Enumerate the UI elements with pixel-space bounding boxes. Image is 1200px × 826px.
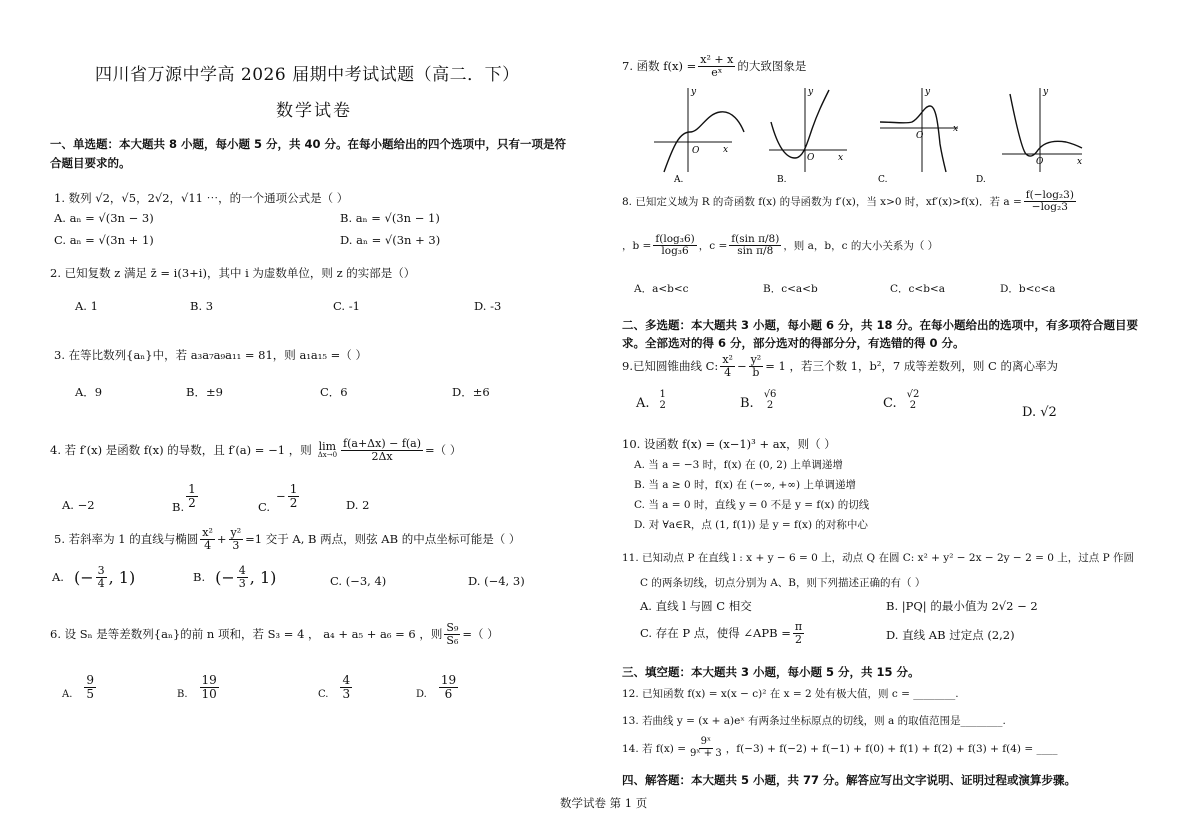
- q5-a-frac: [96, 565, 107, 589]
- q9-c-den: 2: [909, 399, 917, 411]
- q6-option-b: [177, 674, 221, 700]
- q6-b-num: 19: [201, 673, 217, 687]
- q8-a-frac: [1024, 190, 1076, 213]
- section4-heading: 四、解答题：本大题共 5 小题，共 77 分。解答应写出文字说明、证明过程或演算步骤。: [622, 773, 1077, 787]
- q14-stem-b: ，f(−3) + f(−2) + f(−1) + f(0) + f(1) + f(2) + f(3) + f(4) = ____: [725, 742, 1058, 755]
- q9-option-d: D. √2: [1022, 405, 1057, 420]
- q11-c-text: C. 存在 P 点，使得 ∠APB =: [640, 626, 791, 641]
- q4-c-num: 1: [289, 481, 298, 496]
- q9-b-frac: [762, 390, 779, 411]
- q8-option-d: D．b<c<a: [1000, 283, 1056, 295]
- q7-stem-b: 的大致图象是: [737, 59, 807, 74]
- q7-stem: [622, 54, 806, 78]
- q11-c-frac: [793, 621, 804, 645]
- q9-frac-2: [749, 354, 764, 378]
- q1-option-b: B. aₙ = √(3n − 1): [340, 211, 440, 225]
- q6-r-num: S₉: [446, 621, 459, 634]
- q4-c-frac: [288, 483, 300, 509]
- q10-option-d: D. 对 ∀a∈R，点 (1, f(1)) 是 y = f(x) 的对称中心: [634, 519, 868, 531]
- q5-b-post: , 1): [249, 567, 277, 587]
- q4-den: 2Δx: [371, 449, 393, 463]
- q6-c-label: C.: [318, 689, 329, 701]
- q13-stem: 13. 若曲线 y = (x + a)eˣ 有两条过坐标原点的切线，则 a 的取值范围是________.: [622, 715, 1006, 727]
- q9-a-den: 2: [659, 399, 666, 411]
- q7-a-x-label: x: [723, 145, 729, 155]
- section1-heading-line2: 合题目要求的。: [50, 156, 131, 170]
- q6-option-d: [416, 674, 460, 700]
- q10-option-c: C. 当 a = 0 时，直线 y = 0 不是 y = f(x) 的切线: [634, 499, 870, 511]
- q7-graph-d: [976, 84, 1086, 184]
- q4-c-den: 2: [289, 495, 298, 510]
- q9-stem-b: = 1 ，若三个数 1，b²，7 成等差数列，则 C 的离心率为: [765, 359, 1058, 374]
- section3-heading: 三、填空题：本大题共 3 小题，每小题 5 分，共 15 分。: [622, 665, 920, 679]
- q11-option-d: D. 直线 AB 过定点 (2,2): [886, 628, 1015, 642]
- q3-option-c: C．6: [320, 385, 348, 399]
- q4-option-b: [172, 478, 200, 514]
- q9-option-c: [883, 390, 923, 411]
- q5-option-c: C. (−3, 4): [330, 574, 387, 588]
- q7-den: eˣ: [711, 65, 723, 79]
- q7-d-curve: [1010, 94, 1082, 156]
- q14-stem: [622, 737, 1057, 759]
- q6-stem-b: =（ ）: [462, 627, 499, 642]
- q9-b-den: 2: [766, 399, 774, 411]
- q11-option-c: [640, 621, 806, 645]
- q9-stem: [622, 354, 1058, 378]
- q6-b-label: B.: [177, 689, 188, 701]
- q5-a-num: 3: [97, 564, 105, 577]
- section2-heading-line2: 求。全部选对的得 6 分，部分选对的得部分分，有选错的得 0 分。: [622, 336, 965, 350]
- q6-stem-a: 6. 设 Sₙ 是等差数列{aₙ}的前 n 项和，若 S₃ = 4 ， a₄ + a₅ + a₆ = 6 ，则: [50, 627, 443, 642]
- q7-d-y-label: y: [1043, 87, 1049, 97]
- q5-b-label: B.: [193, 570, 206, 585]
- q4-stem: [50, 438, 461, 462]
- q9-e1-num: x²: [722, 353, 733, 366]
- q4-fraction: [341, 438, 423, 462]
- q6-a-frac: [84, 674, 96, 700]
- q4-lim: lim: [318, 439, 337, 453]
- q6-a-den: 5: [86, 686, 95, 701]
- page-footer: 数学试卷 第 1 页: [560, 796, 648, 810]
- q4-option-c: [258, 478, 301, 514]
- q7-b-y-label: y: [808, 87, 814, 97]
- q5-frac-1: [200, 527, 215, 551]
- q10-option-a: A. 当 a = −3 时，f(x) 在 (0, 2) 上单调递增: [634, 459, 843, 471]
- q6-option-c: [318, 674, 354, 700]
- q8-stem-b: ，则 a，b，c 的大小关系为（ ）: [783, 240, 939, 253]
- q9-stem-a: 9.已知圆锥曲线 C:: [622, 359, 719, 374]
- q6-ratio: [444, 622, 460, 646]
- q1-option-c: C. aₙ = √(3n + 1): [54, 233, 154, 247]
- q8-a-num: f(−log₂3): [1025, 189, 1074, 201]
- q9-e1-den: 4: [724, 365, 732, 379]
- q6-d-num: 19: [440, 673, 457, 687]
- q8-b-den: log₃6: [661, 245, 689, 258]
- q7-a-label: A.: [674, 175, 684, 184]
- q9-b-num: √6: [763, 389, 777, 400]
- q4-stem-b: =（ ）: [425, 443, 462, 458]
- q7-b-origin: O: [807, 153, 815, 163]
- q8-c-frac: [729, 234, 781, 257]
- q8-b-num: f(log₃6): [655, 233, 695, 245]
- q7-frac: [698, 54, 735, 78]
- q9-b-label: B.: [740, 396, 754, 411]
- q5-e1-den: 4: [204, 538, 212, 552]
- q12-stem: 12. 已知函数 f(x) = x(x − c)² 在 x = 2 处有极大值，则 c = ________.: [622, 688, 959, 700]
- q5-a-post: , 1): [108, 567, 136, 587]
- q8-option-b: B．c<a<b: [763, 283, 818, 295]
- q5-b-pre: (−: [215, 567, 235, 587]
- q9-c-num: √2: [906, 389, 920, 400]
- q4-num: f(a+Δx) − f(a): [343, 437, 422, 450]
- q5-plus: +: [216, 532, 227, 547]
- q6-c-num: 4: [342, 673, 351, 687]
- q6-stem: [50, 622, 499, 646]
- q5-b-den: 3: [238, 576, 246, 590]
- q3-option-b: B．±9: [186, 385, 223, 399]
- exam-subtitle: 数学试卷: [276, 101, 352, 121]
- q2-option-a: A. 1: [75, 299, 98, 313]
- q9-a-label: A.: [636, 396, 650, 411]
- q6-b-frac: [200, 674, 219, 700]
- exam-title: 四川省万源中学高 2026 届期中考试试题（高二．下）: [95, 65, 520, 85]
- q7-c-origin: O: [916, 131, 924, 141]
- q7-c-x-label: x: [953, 124, 959, 134]
- q5-b-num: 4: [238, 564, 246, 577]
- q10-stem: 10. 设函数 f(x) = (x−1)³ + ax，则（ ）: [622, 437, 836, 451]
- q9-option-a: [636, 390, 670, 411]
- q5-stem-b: =1 交于 A, B 两点，则弦 AB 的中点坐标可能是（ ）: [245, 532, 521, 547]
- q7-d-label: D.: [976, 175, 986, 184]
- q1-stem: 1. 数列 √2，√5，2√2，√11 ⋯，的一个通项公式是（ ）: [54, 191, 349, 205]
- q5-option-d: D. (−4, 3): [468, 574, 525, 588]
- q8-c-den: sin π/8: [737, 245, 774, 258]
- q6-b-den: 10: [201, 686, 217, 701]
- q4-b-den: 2: [188, 495, 196, 510]
- q14-den: 9ˣ + 3: [690, 747, 722, 759]
- q8-a-den: −log₂3: [1031, 201, 1068, 214]
- q9-c-label: C.: [883, 396, 897, 411]
- q4-lim-sub: Δx→0: [317, 451, 338, 460]
- q5-a-pre: (−: [73, 567, 94, 587]
- q5-e2-den: 3: [232, 538, 240, 552]
- q7-c-label: C.: [878, 175, 888, 184]
- q7-c-y-label: y: [925, 87, 931, 97]
- q7-b-x-label: x: [838, 153, 844, 163]
- q8-b-pre: ，b =: [622, 240, 652, 253]
- q6-d-den: 6: [444, 686, 453, 701]
- q7-stem-a: 7. 函数 f(x) =: [622, 59, 697, 74]
- q9-minus: −: [736, 359, 747, 374]
- q8-c-num: f(sin π/8): [731, 233, 780, 245]
- q5-option-a: [52, 565, 135, 589]
- q4-option-a: A. −2: [62, 498, 95, 512]
- q14-stem-a: 14. 若 f(x) =: [622, 742, 687, 755]
- q11-stem-line2: C 的两条切线，切点分别为 A、B，则下列描述正确的有（ ）: [640, 577, 926, 589]
- q8-option-a: A．a<b<c: [634, 283, 689, 295]
- q6-a-num: 9: [86, 673, 95, 687]
- q7-graph-a: [650, 84, 750, 184]
- q8-stem-line2: [622, 234, 938, 257]
- q3-option-d: D．±6: [452, 385, 490, 399]
- q11-c-num: π: [794, 620, 803, 633]
- q5-a-label: A.: [52, 570, 64, 585]
- q6-c-frac: [340, 674, 352, 700]
- q7-d-x-label: x: [1077, 157, 1083, 167]
- q6-option-a: [62, 674, 98, 700]
- q7-c-curve: [880, 106, 946, 172]
- q4-stem-a: 4. 若 f′(x) 是函数 f(x) 的导数，且 f′(a) = −1 ，则: [50, 443, 312, 458]
- q9-e2-den: b: [752, 365, 760, 379]
- q5-option-b: [193, 565, 276, 589]
- section1-heading-line1: 一、单选题：本大题共 8 小题，每小题 5 分，共 40 分。在每小题给出的四个选项中，只有一项是符: [50, 137, 567, 151]
- q1-option-d: D. aₙ = √(3n + 3): [340, 233, 441, 247]
- q2-option-d: D. -3: [474, 299, 502, 313]
- q9-a-frac: [658, 390, 668, 411]
- q9-e2-num: y²: [750, 353, 762, 366]
- q4-limit: [318, 441, 337, 460]
- q7-a-y-label: y: [691, 87, 697, 97]
- q8-stem-line1: [622, 190, 1078, 213]
- q7-b-curve: [771, 90, 829, 158]
- q8-stem-a: 8. 已知定义域为 R 的奇函数 f(x) 的导函数为 f′(x)，当 x>0 时，xf′(x)>f(x)．若 a =: [622, 196, 1022, 209]
- q4-option-d: D. 2: [346, 498, 370, 512]
- q6-a-label: A.: [62, 689, 73, 701]
- q2-option-b: B. 3: [190, 299, 214, 313]
- q9-frac-1: [720, 354, 735, 378]
- q4-c-sign: −: [276, 489, 286, 503]
- q4-b-label: B.: [172, 500, 185, 514]
- q6-r-den: S₆: [446, 633, 459, 647]
- q3-option-a: A．9: [75, 385, 103, 399]
- q2-option-c: C. -1: [333, 299, 360, 313]
- q4-b-frac: [186, 483, 198, 509]
- q5-frac-2: [229, 527, 244, 551]
- q7-a-origin: O: [692, 146, 700, 156]
- q7-num: x² + x: [700, 53, 734, 66]
- q5-e2-num: y²: [230, 526, 242, 539]
- q10-option-b: B. 当 a ≥ 0 时，f(x) 在 (−∞, +∞) 上单调递增: [634, 479, 856, 491]
- q11-option-a: A. 直线 l 与圆 C 相交: [640, 599, 752, 613]
- q9-c-frac: [905, 390, 922, 411]
- section2-heading-line1: 二、多选题：本大题共 3 小题，每小题 6 分，共 18 分。在每小题给出的选项中，有多项符合题目要: [622, 318, 1139, 332]
- q2-stem: 2. 已知复数 z 满足 z̄ = i(3+i)，其中 i 为虚数单位，则 z 的实部是（）: [50, 266, 416, 280]
- q11-stem-line1: 11. 已知动点 P 在直线 l : x + y − 6 = 0 上，动点 Q 在圆 C: x² + y² − 2x − 2y − 2 = 0 上，过点 P 作圆: [622, 552, 1134, 564]
- q7-b-label: B.: [777, 175, 787, 184]
- q14-frac: [688, 737, 724, 759]
- q3-stem: 3. 在等比数列{aₙ}中，若 a₃a₇a₉a₁₁ = 81，则 a₁a₁₅ =（ ）: [54, 348, 367, 362]
- q8-c-pre: ，c =: [698, 240, 728, 253]
- q5-b-frac: [237, 565, 248, 589]
- q6-d-label: D.: [416, 689, 427, 701]
- q7-graph-b: [765, 84, 865, 184]
- q7-d-origin: O: [1036, 157, 1044, 167]
- q6-c-den: 3: [342, 686, 351, 701]
- q5-a-den: 4: [97, 576, 105, 590]
- q7-graph-c: [876, 84, 976, 184]
- q8-b-frac: [653, 234, 696, 257]
- q5-stem: [54, 527, 520, 551]
- q9-a-num: 1: [659, 389, 666, 400]
- q4-c-label: C.: [258, 500, 271, 514]
- q1-option-a: A. aₙ = √(3n − 3): [54, 211, 154, 225]
- q6-d-frac: [439, 674, 458, 700]
- q9-option-b: [740, 390, 780, 411]
- q8-option-c: C．c<b<a: [890, 283, 945, 295]
- q5-e1-num: x²: [202, 526, 213, 539]
- q11-c-den: 2: [794, 632, 802, 646]
- q14-num: 9ˣ: [700, 736, 712, 747]
- q11-option-b: B. |PQ| 的最小值为 2√2 − 2: [886, 599, 1038, 613]
- q5-stem-a: 5. 若斜率为 1 的直线与椭圆: [54, 532, 199, 547]
- q4-b-num: 1: [188, 481, 196, 496]
